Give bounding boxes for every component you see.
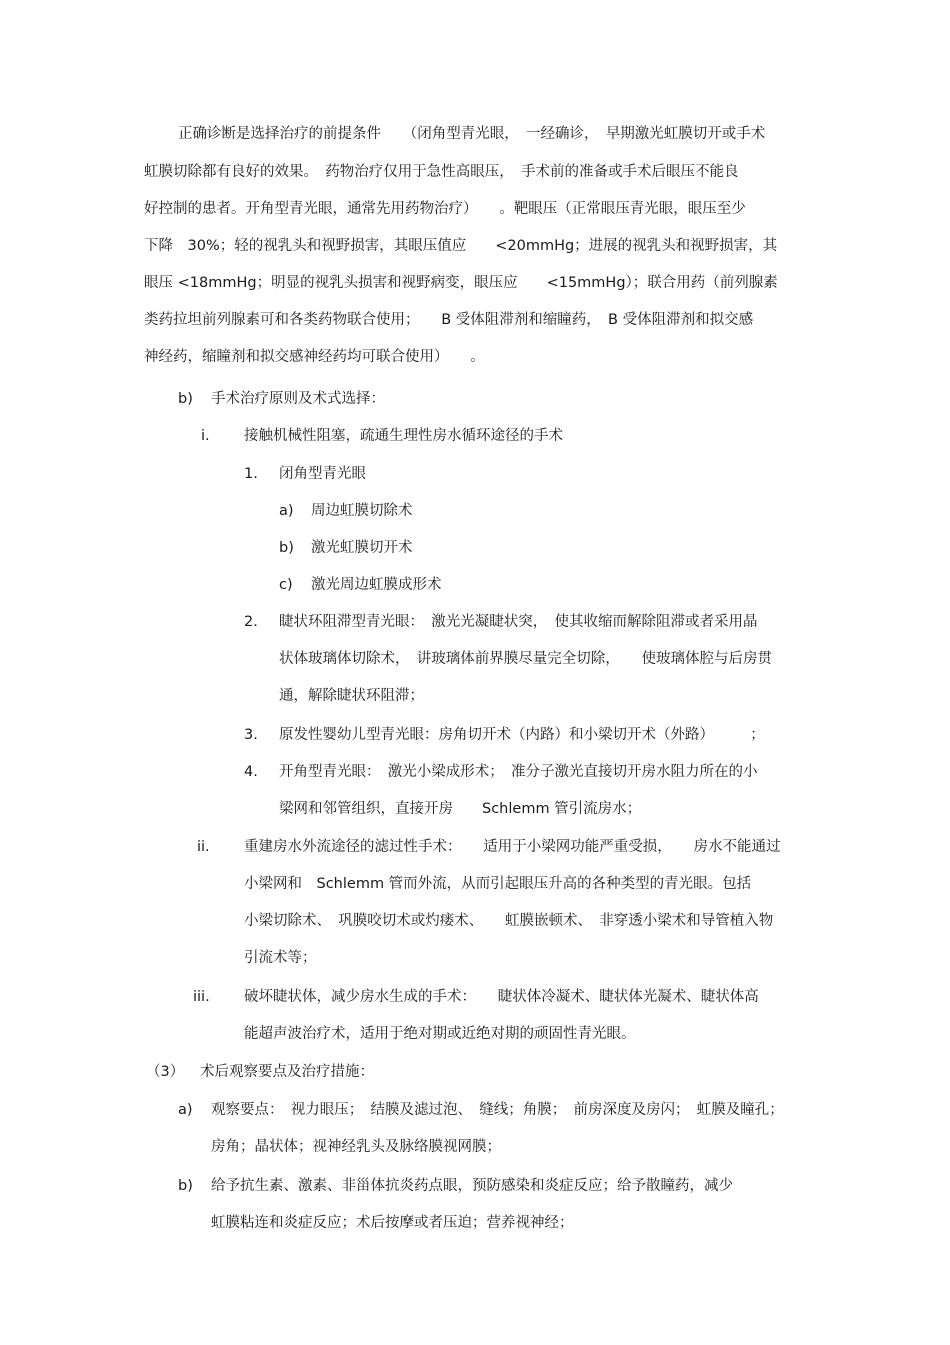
list-item-text: 通，解除睫状环阻滞；: [279, 688, 424, 704]
list-item-text: 观察要点： 视力眼压； 结膜及滤过泡、 缝线；角膜； 前房深度及房闪； 虹膜及瞳孔；: [211, 1102, 784, 1118]
intro-line-3: 好控制的患者。开角型青光眼，通常先用药物治疗） 。靶眼压（正常眼压青光眼，眼压至少: [144, 201, 746, 217]
list-item-text: 激光周边虹膜成形术: [311, 577, 442, 593]
list-marker: 4.: [244, 764, 258, 780]
list-marker: b): [279, 540, 294, 556]
list-marker: （3）: [146, 1064, 185, 1080]
list-marker: a): [178, 1102, 193, 1118]
list-item-text: 开角型青光眼： 激光小梁成形术； 准分子激光直接切开房水阻力所在的小: [279, 764, 758, 780]
section-heading: 手术治疗原则及术式选择：: [211, 391, 385, 407]
list-marker: iii.: [193, 989, 210, 1005]
list-item-text: 给予抗生素、激素、非甾体抗炎药点眼，预防感染和炎症反应；给予散瞳药，减少: [211, 1178, 733, 1194]
list-item-text: 房角；晶状体；视神经乳头及脉络膜视网膜；: [211, 1139, 501, 1155]
list-item-text: 睫状环阻滞型青光眼： 激光光凝睫状突， 使其收缩而解除阻滞或者采用晶: [279, 614, 758, 630]
list-marker: i.: [201, 428, 210, 444]
list-marker: ii.: [197, 839, 210, 855]
list-item-text: 闭角型青光眼: [279, 466, 366, 482]
intro-line-4: 下降 30%；轻的视乳头和视野损害，其眼压值应 <20mmHg；进展的视乳头和视野损害，其: [144, 238, 778, 254]
list-item-text: 破坏睫状体，减少房水生成的手术： 睫状体冷凝术、睫状体光凝术、睫状体高: [244, 989, 759, 1005]
list-item-text: 能超声波治疗术，适用于绝对期或近绝对期的顽固性青光眼。: [244, 1026, 636, 1042]
list-marker: a): [279, 503, 294, 519]
intro-line-5: 眼压 <18mmHg；明显的视乳头损害和视野病变，眼压应 <15mmHg）；联合用药（前列腺素: [144, 275, 778, 291]
intro-line-6: 类药拉坦前列腺素可和各类药物联合使用； Β 受体阻滞剂和缩瞳药， Β 受体阻滞剂和拟交感: [144, 312, 754, 328]
list-marker: b): [178, 1178, 193, 1194]
list-item-text: 接触机械性阻塞，疏通生理性房水循环途径的手术: [244, 428, 563, 444]
intro-line-7: 神经药，缩瞳剂和拟交感神经药均可联合使用） 。: [144, 349, 485, 365]
list-marker: 3.: [244, 727, 258, 743]
section-heading: 术后观察要点及治疗措施：: [200, 1064, 374, 1080]
list-item-text: 虹膜粘连和炎症反应；术后按摩或者压迫；营养视神经；: [211, 1215, 574, 1231]
list-item-text: 引流术等；: [244, 950, 317, 966]
list-marker: 1.: [244, 466, 258, 482]
list-item-text: 状体玻璃体切除术， 讲玻璃体前界膜尽量完全切除， 使玻璃体腔与后房贯: [279, 651, 772, 667]
list-item-text: 小梁网和 Schlemm 管而外流，从而引起眼压升高的各种类型的青光眼。包括: [244, 876, 752, 892]
list-item-text: 重建房水外流途径的滤过性手术： 适用于小梁网功能严重受损， 房水不能通过: [244, 839, 781, 855]
intro-line-1: 正确诊断是选择治疗的前提条件 （闭角型青光眼， 一经确诊， 早期激光虹膜切开或手术: [178, 126, 766, 142]
list-marker: 2.: [244, 614, 258, 630]
list-item-text: 激光虹膜切开术: [311, 540, 413, 556]
list-item-text: 原发性婴幼儿型青光眼：房角切开术（内路）和小梁切开术（外路） ；: [279, 727, 765, 743]
list-marker: c): [279, 577, 293, 593]
list-item-text: 周边虹膜切除术: [311, 503, 413, 519]
list-item-text: 梁网和邻管组织，直接开房 Schlemm 管引流房水；: [279, 801, 642, 817]
list-marker: b): [178, 391, 193, 407]
intro-line-2: 虹膜切除都有良好的效果。 药物治疗仅用于急性高眼压， 手术前的准备或手术后眼压不能良: [144, 164, 739, 180]
list-item-text: 小梁切除术、 巩膜咬切术或灼瘘术、 虹膜嵌顿术、 非穿透小梁术和导管植入物: [244, 913, 774, 929]
